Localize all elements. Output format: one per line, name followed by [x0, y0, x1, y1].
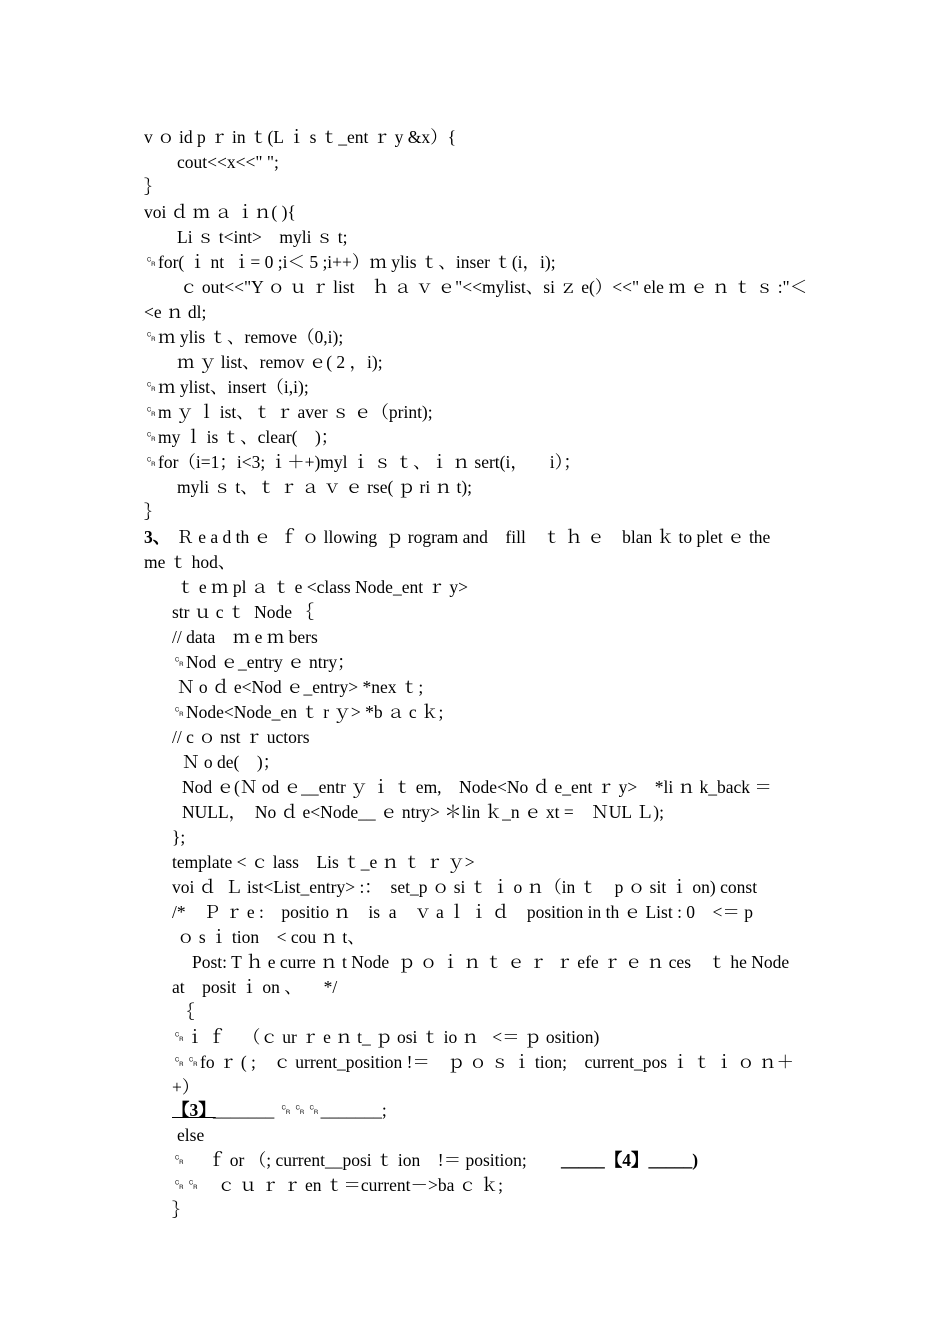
code-line: +） — [172, 1077, 200, 1097]
code-line: ␍ ｆ or （; current__posi ｔ ion !＝ position; — [172, 1150, 527, 1170]
blank-3-line: _______ ␍␍␍_______; — [213, 1100, 387, 1120]
code-line: ｛ — [177, 1002, 195, 1022]
code-line: Nod ｅ(Ｎ od ｅ__entr ｙ ｉ ｔ em, Node<No ｄ e_ent ｒ y> *li ｎ k_back ＝ — [182, 777, 772, 797]
code-line: Ｎ o ｄ e<Nod ｅ_entry> *nex ｔ; — [177, 677, 424, 697]
code-line: // c ｏ nst ｒ uctors — [172, 727, 310, 747]
code-line: ｍ ｙ list、remov ｅ( 2 ，i); — [177, 352, 383, 372]
code-line: else — [177, 1125, 205, 1145]
code-line: ␍ｍ ylis ｔ、remove（0,i); — [144, 327, 344, 347]
code-line: Li ｓ t<int> myli ｓ t; — [177, 227, 348, 247]
code-line: ␍my ｌ is ｔ、clear( )； — [144, 427, 339, 447]
code-line: ｔ e ｍ pl ａ ｔ e <class Node_ent ｒ y> — [177, 577, 468, 597]
code-line: myli ｓ t、ｔ ｒ ａ ｖ ｅ rse( ｐ ri ｎ t); — [177, 477, 473, 497]
code-line: ｝ — [144, 177, 162, 197]
code-line: ␍for（i=1；i<3; ｉ＋+)myl ｉ ｓ ｔ、ｉ ｎ sert(i， i）； — [144, 452, 581, 472]
code-line: <e ｎ dl; — [144, 302, 207, 322]
code-line: ｝ — [172, 1200, 190, 1220]
blank-3-marker: 【3】 — [172, 1100, 216, 1120]
code-line: ｏ s ｉ tion < cou ｎ t、 — [177, 927, 365, 947]
code-line: ␍ｍ ylist、insert（i,i); — [144, 377, 309, 397]
blank-4-marker: _____【4】_____) — [561, 1150, 699, 1170]
code-line: ｝ — [144, 502, 162, 522]
code-line: }; — [172, 827, 186, 847]
code-line: voi ｄ Ｌ ist<List_entry> :： set_p ｏ si ｔ ｉ o ｎ（in ｔ p ｏ sit ｉ on) const — [172, 877, 758, 897]
code-line: ␍␍fo ｒ ( ; ｃ urrent_position !＝ ｐ ｏ ｓ ｉ tion; current_pos ｉ ｔ ｉ ｏ ｎ＋ — [172, 1052, 794, 1072]
code-line: ␍Nod ｅ_entry ｅ ntry； — [172, 652, 355, 672]
code-line: NULL， No ｄ e<Node__ ｅ ntry> ＊lin ｋ_n ｅ xt = ＮUL Ｌ); — [182, 802, 664, 822]
code-line: ␍Node<Node_en ｔ r ｙ> *b ａ c ｋ; — [172, 702, 444, 722]
code-line: v ｏ id p ｒ in ｔ(L ｉ s ｔ_ent ｒ y &x）{ — [144, 127, 457, 147]
question-number: 3、 — [144, 527, 171, 547]
code-line: cout<<x<<" "; — [177, 152, 279, 172]
code-line: Post: T ｈ e curre ｎ t Node ｐ ｏ ｉ ｎ ｔ ｅ ｒ ｒ efe ｒ ｅ ｎ ces ｔ he Node — [192, 952, 790, 972]
code-line: ␍m ｙ ｌ ist、ｔ ｒ aver ｓ ｅ（print); — [144, 402, 433, 422]
code-line: at posit ｉ on 、 */ — [172, 977, 338, 997]
code-line: Ｎ o de( )； — [182, 752, 281, 772]
code-line: template < ｃ lass Lis ｔ_e ｎ ｔ ｒ ｙ> — [172, 852, 475, 872]
code-line: ␍␍ ｃ ｕ ｒ ｒ en ｔ＝current－>ba ｃ ｋ; — [172, 1175, 503, 1195]
code-line: // data ｍ e ｍ bers — [172, 627, 318, 647]
code-line: ␍for( ｉ nt ｉ= 0 ;i＜ 5 ;i++）ｍ ylis ｔ、inser ｔ(i，i); — [144, 252, 556, 272]
code-line: ｃ out<<"Y ｏ ｕ ｒ list ｈ ａ ｖ ｅ"<<mylist、si ｚ e(）<<" ele ｍ ｅ ｎ ｔ ｓ :"＜ — [180, 277, 808, 297]
question-text: me ｔ hod、 — [144, 552, 236, 572]
question-text: Ｒ e a d th ｅ ｆ ｏ llowing ｐ rogram and fill ｔ ｈ ｅ blan ｋ to plet ｅ the — [172, 527, 771, 547]
code-line: voi ｄ ｍ ａ ｉｎ( ){ — [144, 202, 296, 222]
code-line: str ｕ c ｔ Node ｛ — [172, 602, 314, 622]
code-line: /* Ｐ ｒ e : positio ｎ is a ｖ a ｌ ｉ ｄ position in th ｅ List : 0 <＝ p — [172, 902, 754, 922]
code-line: ␍ｉ ｆ （ｃ ur ｒ e ｎ t_ ｐ osi ｔ io ｎ <＝ ｐ osition) — [172, 1027, 600, 1047]
